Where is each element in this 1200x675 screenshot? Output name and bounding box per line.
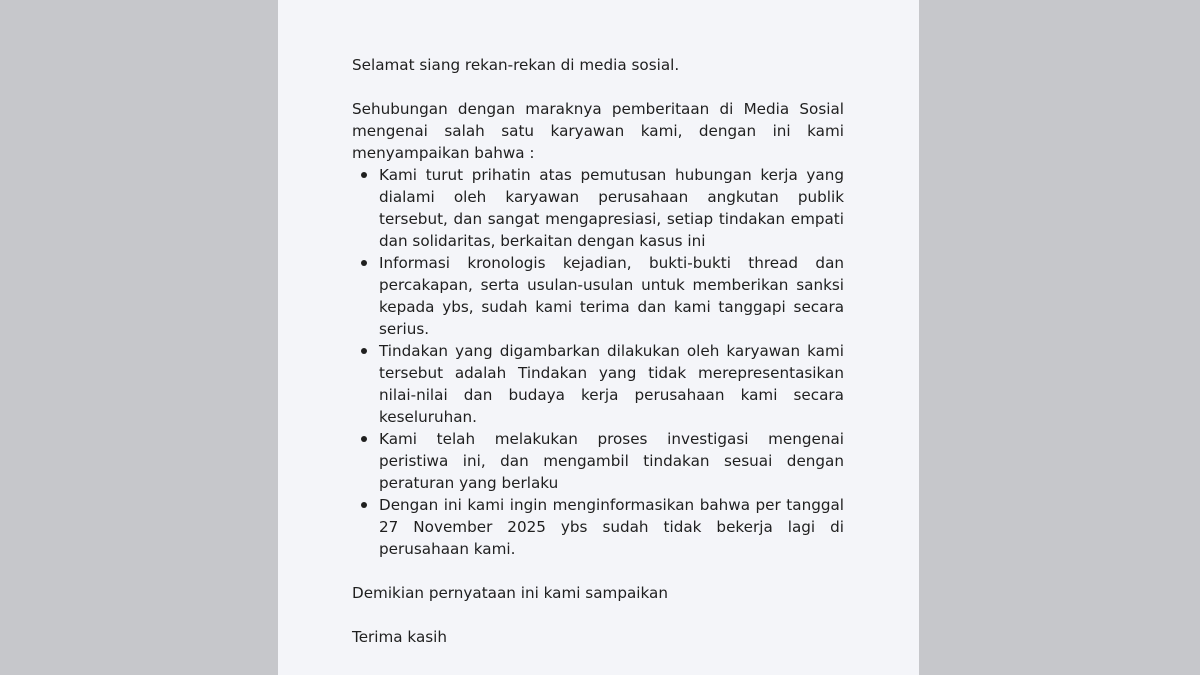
statement-point-text: Kami turut prihatin atas pemutusan hubungan kerja yang dialami oleh karyawan perusahaan angkutan publik tersebut, dan sangat mengapresiasi, setiap tindakan empati dan solidaritas, berkaitan dengan kasus ini [379,166,844,250]
bullet-icon [361,348,367,354]
greeting-text: Selamat siang rekan-rekan di media sosial. [352,56,680,74]
statement-point-text: Tindakan yang digambarkan dilakukan oleh karyawan kami tersebut adalah Tindakan yang tidak merepresentasikan nilai-nilai dan budaya kerja perusahaan kami secara keseluruhan. [379,342,844,426]
statement-point [352,164,844,252]
statement-point-text: Kami telah melakukan proses investigasi mengenai peristiwa ini, dan mengambil tindakan sesuai dengan peraturan yang berlaku [379,430,844,492]
bullet-icon [361,502,367,508]
signoff-text: Terima kasih [352,628,448,646]
bullet-icon [361,436,367,442]
statement-body [352,54,844,648]
closing-text: Demikian pernyataan ini kami sampaikan [352,584,668,602]
statement-point-text: Informasi kronologis kejadian, bukti-bukti thread dan percakapan, serta usulan-usulan untuk memberikan sanksi kepada ybs, sudah kami terima dan kami tanggapi secara serius. [379,254,844,338]
statement-point [352,428,844,494]
bullet-icon [361,172,367,178]
statement-point [352,340,844,428]
bullet-icon [361,260,367,266]
statement-point-text: Dengan ini kami ingin menginformasikan bahwa per tanggal 27 November 2025 ybs sudah tidak bekerja lagi di perusahaan kami. [379,496,844,558]
document-page [278,0,919,675]
statement-points-list [352,164,844,560]
intro-paragraph: Sehubungan dengan maraknya pemberitaan di Media Sosial mengenai salah satu karyawan kami, dengan ini kami menyampaikan bahwa : [352,100,844,162]
statement-point [352,494,844,560]
statement-point [352,252,844,340]
